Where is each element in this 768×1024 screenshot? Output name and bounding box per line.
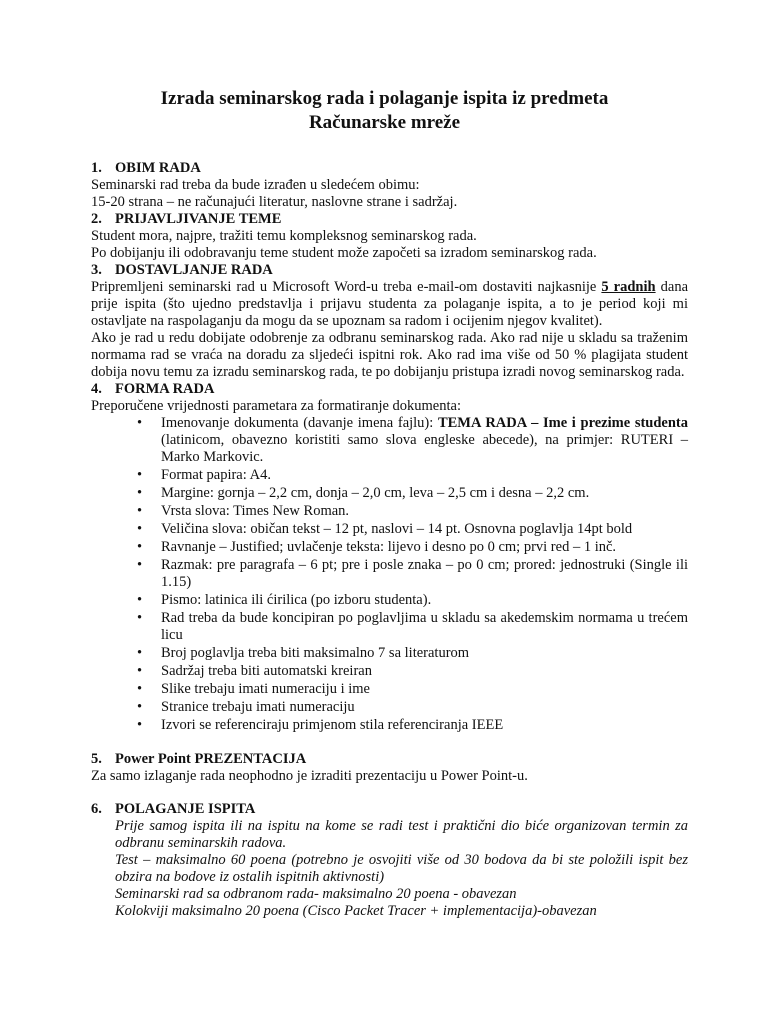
section-3-number: 3. xyxy=(91,262,102,278)
section-5-title: Power Point PREZENTACIJA xyxy=(115,751,307,767)
section-6-number: 6. xyxy=(91,801,102,817)
exam-line-1: Prije samog ispita ili na ispitu na kome se radi test i praktični dio biće organizovan termin za odbranu seminarskih radova. xyxy=(115,818,688,851)
section-2-title: PRIJAVLJIVANJE TEME xyxy=(115,211,282,227)
exam-line-4: Kolokviji maksimalno 20 poena (Cisco Packet Tracer + implementacija)-obavezan xyxy=(115,903,597,919)
section-2-paragraph-1: Student mora, najpre, tražiti temu kompleksnog seminarskog rada. xyxy=(91,228,477,244)
section-1-paragraph-2: 15-20 strana – ne računajući literatur, naslovne strane i sadržaj. xyxy=(91,194,458,210)
exam-line-3: Seminarski rad sa odbranom rada- maksimalno 20 poena - obavezan xyxy=(115,886,517,902)
section-1-number: 1. xyxy=(91,160,102,176)
section-1-paragraph-1: Seminarski rad treba da bude izrađen u sledećem obimu: xyxy=(91,177,420,193)
list-item: • Izvori se referenciraju primjenom stila referenciranja IEEE xyxy=(161,717,688,734)
list-item: • Margine: gornja – 2,2 cm, donja – 2,0 cm, leva – 2,5 cm i desna – 2,2 cm. xyxy=(161,485,688,502)
section-3-paragraph-2: Ako je rad u redu dobijate odobrenje za odbranu seminarskog rada. Ako rad nije u skladu sa traženim normama rad se vraća na doradu za sljedeći ispitni rok. Ako rad ima više od 50 % plagijata student dobija novu temu za izradu seminarskog rada, te po dobijanju pristupa izradi novog seminarskog rada. xyxy=(91,330,688,380)
section-3-p1-start: Pripremljeni seminarski rad u Microsoft Word-u treba e-mail-om dostaviti najkasnije xyxy=(91,279,602,295)
title-line-1: Izrada seminarskog rada i polaganje ispita iz predmeta xyxy=(160,88,609,109)
list-item: • Vrsta slova: Times New Roman. xyxy=(161,503,688,520)
list-item xyxy=(161,415,688,466)
list-item: • Broj poglavlja treba biti maksimalno 7 sa literaturom xyxy=(161,645,688,662)
section-4-number: 4. xyxy=(91,381,102,397)
list-item: • Sadržaj treba biti automatski kreiran xyxy=(161,663,688,680)
section-4-heading xyxy=(91,381,688,398)
document-body xyxy=(91,87,688,920)
list-item: • Pismo: latinica ili ćirilica (po izboru studenta). xyxy=(161,592,688,609)
section-3-paragraph-1 xyxy=(91,279,688,330)
list-item: • Stranice trebaju imati numeraciju xyxy=(161,699,688,716)
list-item: • Format papira: A4. xyxy=(161,467,688,484)
list-item: • Slike trebaju imati numeraciju i ime xyxy=(161,681,688,698)
section-6-title: POLAGANJE ISPITA xyxy=(115,801,256,817)
exam-line-2: Test – maksimalno 60 poena (potrebno je osvojiti više od 30 bodova da bi ste položili ispit bez obzira na bodove iz ostalih ispitnih aktivnosti) xyxy=(115,852,688,885)
spacer xyxy=(91,785,688,801)
list-item: • Rad treba da bude koncipiran po poglavljima u skladu sa akedemskim normama u trećem licu xyxy=(161,610,688,644)
list-item: • Veličina slova: običan tekst – 12 pt, naslovi – 14 pt. Osnovna poglavlja 14pt bold xyxy=(161,521,688,538)
section-5-heading xyxy=(91,751,688,768)
list-item: • Razmak: pre paragrafa – 6 pt; pre i posle znaka – po 0 cm; prored: jednostruki (Single ili 1.15) xyxy=(161,557,688,591)
section-2-heading xyxy=(91,211,688,228)
title-line-2: Računarske mreže xyxy=(308,112,461,133)
section-4-intro: Preporučene vrijednosti parametara za formatiranje dokumenta: xyxy=(91,398,461,414)
naming-example: (latinicom, obavezno koristiti samo slova engleske abecede), na primjer: RUTERI – Marko Markovic. xyxy=(161,432,688,465)
list-item: • Ravnanje – Justified; uvlačenje teksta: lijevo i desno po 0 cm; prvi red – 1 inč. xyxy=(161,539,688,556)
section-6-heading xyxy=(91,801,688,818)
section-3-heading xyxy=(91,262,688,279)
section-3-p1-end: dana prije ispita (što ujedno predstavlja i prijavu studenta za polaganje ispita, a to je period koji mi ostavljate na raspolaganju da mogu da se upoznam sa radom i ocijenim njegov kvalitet). xyxy=(91,279,689,329)
deadline-days: 5 radnih xyxy=(601,279,656,295)
section-1-title: OBIM RADA xyxy=(115,160,201,176)
section-3-title: DOSTAVLJANJE RADA xyxy=(115,262,273,278)
section-2-number: 2. xyxy=(91,211,102,227)
section-2-paragraph-2: Po dobijanju ili odobravanju teme student može započeti sa izradom seminarskog rada. xyxy=(91,245,597,261)
naming-pattern: TEMA RADA – Ime i prezime studenta xyxy=(437,415,688,431)
format-list xyxy=(91,415,688,734)
section-5-paragraph-1: Za samo izlaganje rada neophodno je izraditi prezentaciju u Power Point-u. xyxy=(91,768,528,784)
spacer xyxy=(91,735,688,751)
exam-details xyxy=(115,818,688,920)
document-title xyxy=(81,87,688,135)
naming-text: Imenovanje dokumenta (davanje imena fajlu): xyxy=(161,415,438,431)
section-5-number: 5. xyxy=(91,751,102,767)
section-4-title: FORMA RADA xyxy=(115,381,215,397)
section-1-heading xyxy=(91,160,688,177)
